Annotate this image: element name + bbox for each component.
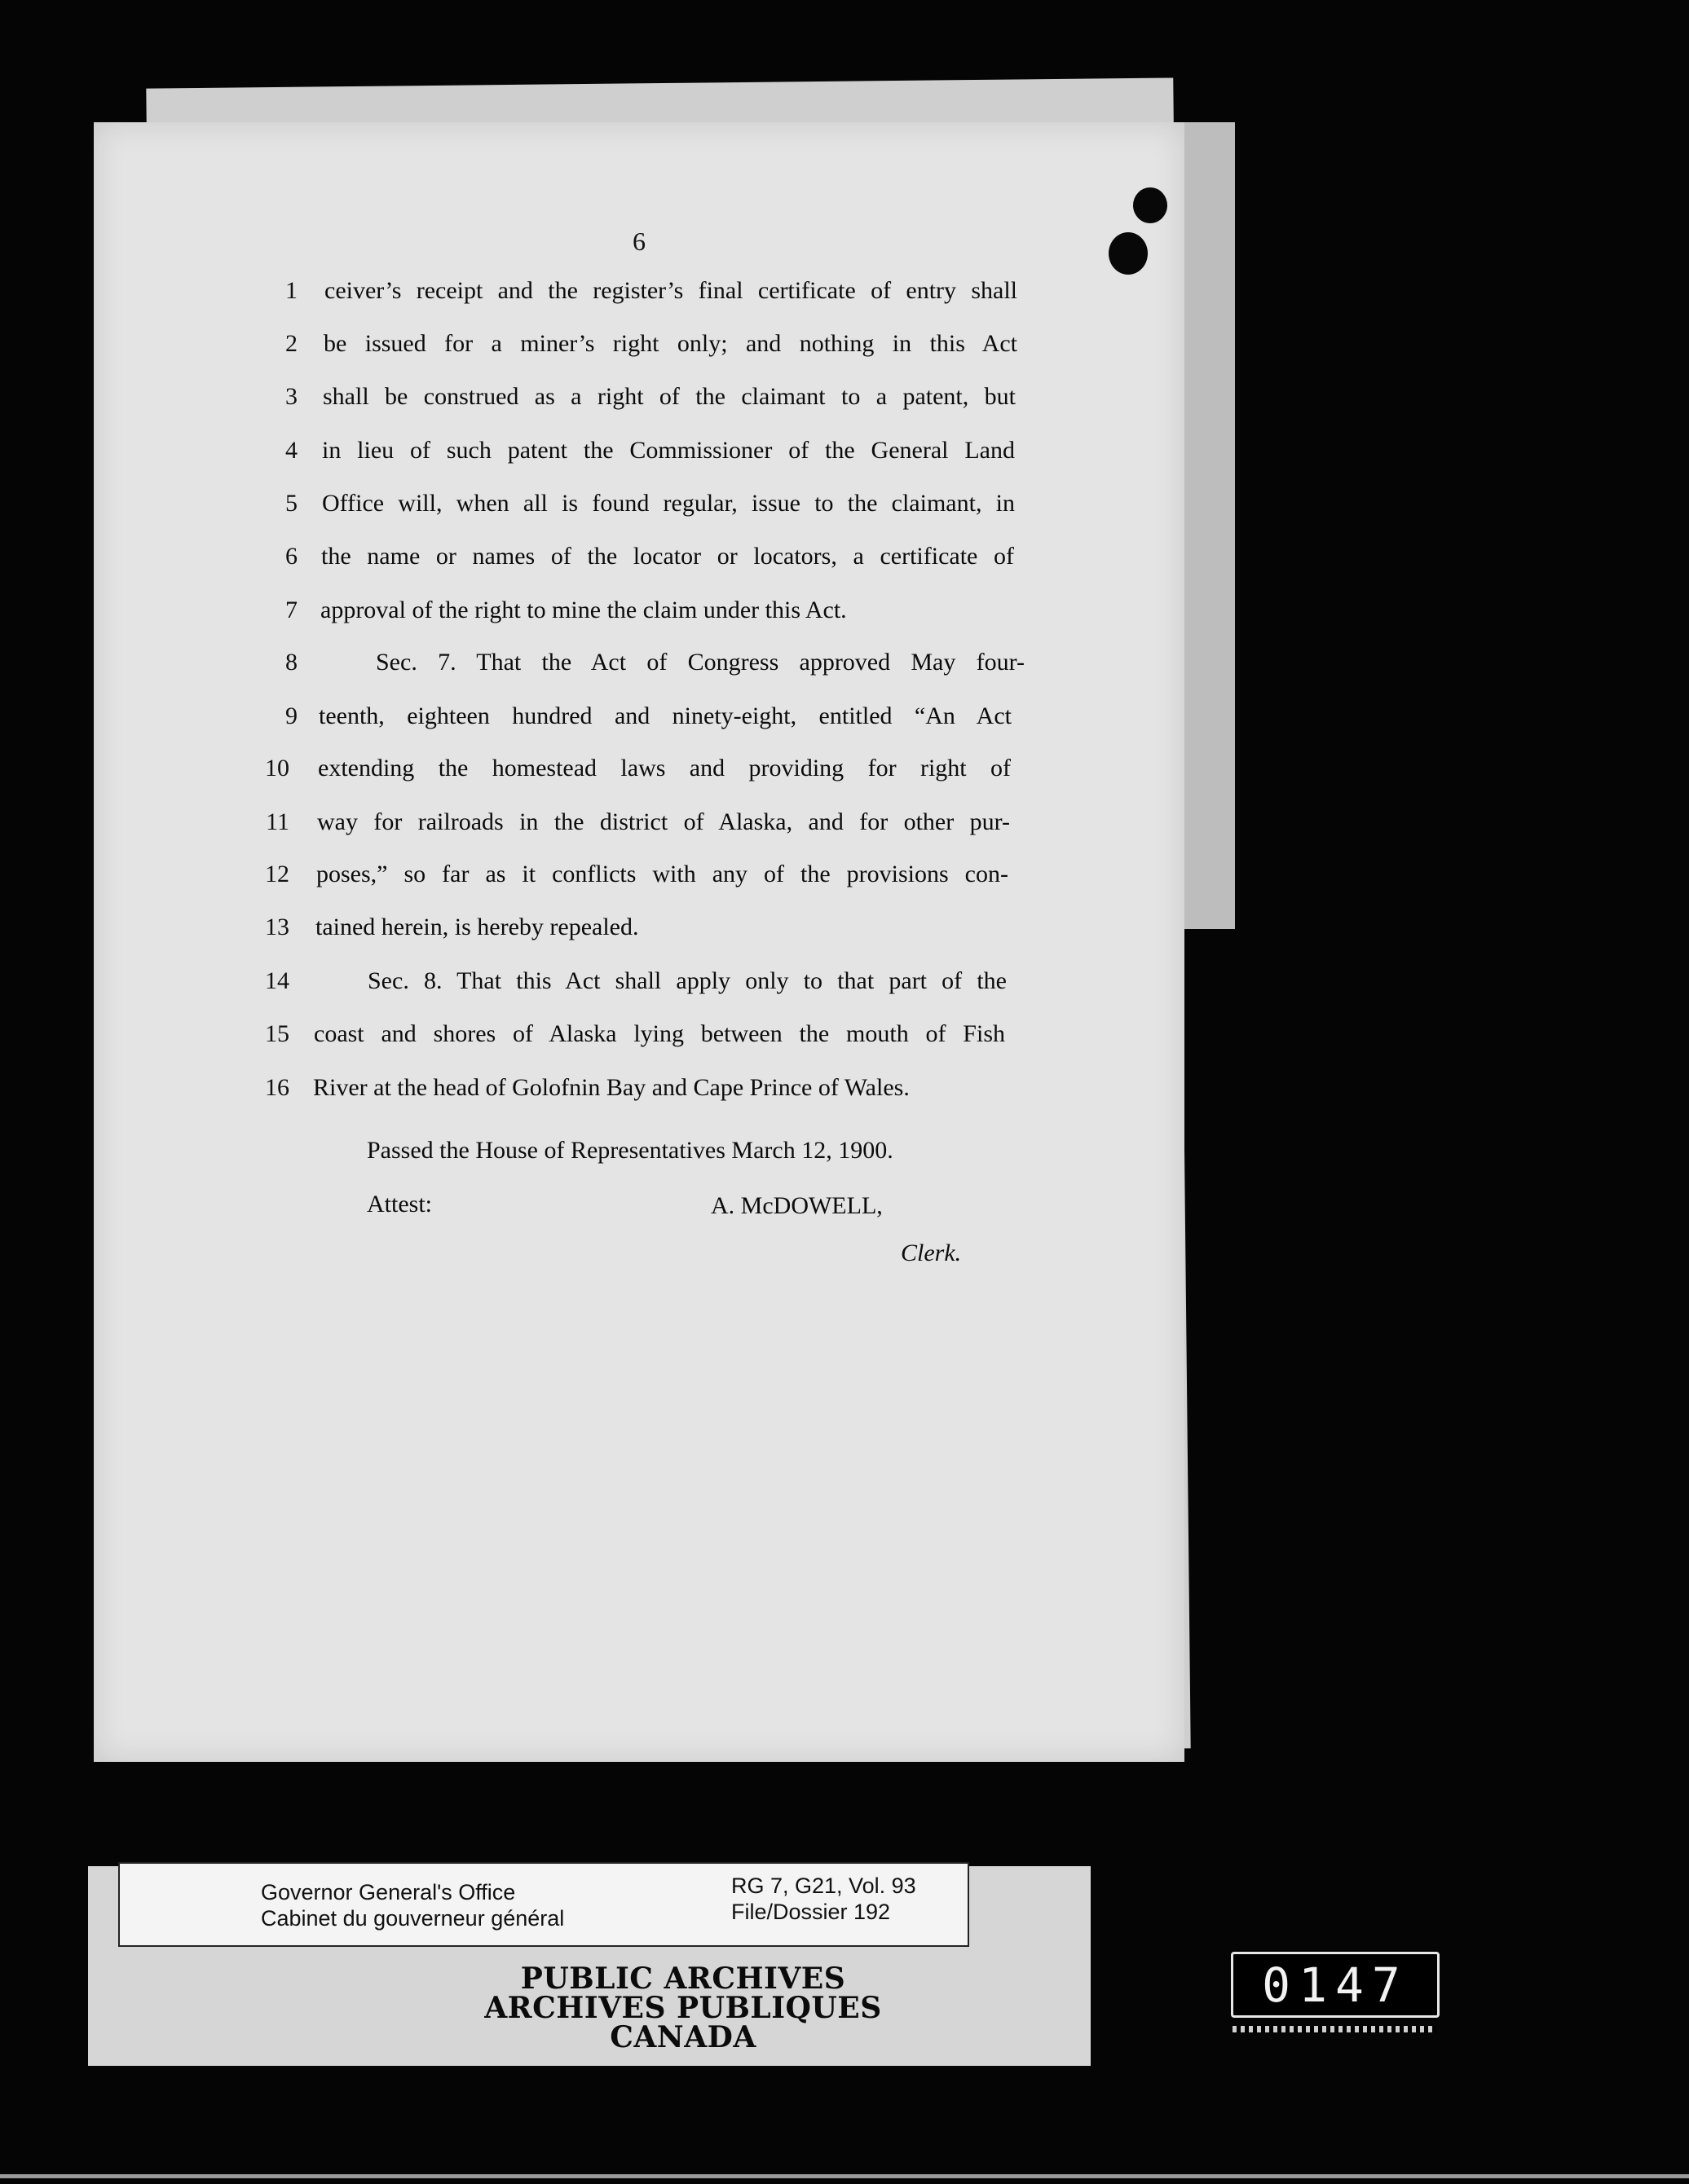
text-line: poses,” so far as it conflicts with any of the provisions con- [316, 861, 1008, 887]
archive-stamp-line-1: PUBLIC ARCHIVES [520, 1962, 846, 1996]
bleed-through-text [257, 1141, 262, 1168]
file-reference: File/Dossier 192 [731, 1900, 891, 1924]
text-line: River at the head of Golofnin Bay and Cape Prince of Wales. [313, 1074, 910, 1101]
frame-number: 0147 [1262, 1957, 1409, 2013]
office-french: Cabinet du gouverneur général [261, 1906, 565, 1931]
line-number: 13 [265, 914, 289, 940]
line-number: 6 [285, 543, 298, 570]
text-line: coast and shores of Alaska lying between the mouth of Fish [314, 1020, 1005, 1047]
line-number: 11 [266, 808, 289, 835]
line-number: 10 [265, 755, 289, 782]
text-line: Sec. 8. That this Act shall apply only to that part of the [368, 967, 1007, 994]
text-line: Sec. 7. That the Act of Congress approved May four- [376, 649, 1025, 676]
line-number: 16 [265, 1074, 289, 1101]
punch-hole [1133, 187, 1167, 223]
passage-statement: Passed the House of Representatives March 12, 1900. [367, 1137, 893, 1164]
page-number: 6 [633, 227, 646, 256]
line-number: 12 [265, 861, 289, 887]
text-line: in lieu of such patent the Commissioner of the General Land [322, 437, 1015, 464]
line-number: 1 [285, 277, 298, 304]
line-number: 4 [285, 437, 298, 464]
text-line: Office will, when all is found regular, issue to the claimant, in [322, 490, 1015, 517]
line-number: 9 [285, 702, 298, 729]
text-line: the name or names of the locator or locators, a certificate of [321, 543, 1014, 570]
text-line: teenth, eighteen hundred and ninety-eight, entitled “An Act [319, 702, 1012, 729]
text-line: ceiver’s receipt and the register’s final certificate of entry shall [324, 277, 1017, 304]
text-line: be issued for a miner’s right only; and nothing in this Act [324, 330, 1017, 357]
line-number: 14 [265, 967, 289, 994]
archive-stamp-line-3: CANADA [610, 2020, 756, 2054]
archive-reference-label [118, 1862, 969, 1947]
text-line: approval of the right to mine the claim under this Act. [320, 597, 847, 623]
line-number: 3 [285, 383, 298, 410]
text-line: extending the homestead laws and providing for right of [318, 755, 1011, 782]
text-line: way for railroads in the district of Alaska, and for other pur- [317, 808, 1010, 835]
film-edge [0, 2174, 1689, 2178]
office-english: Governor General's Office [261, 1880, 516, 1904]
line-number: 8 [285, 649, 298, 676]
frame-number-box [1231, 1952, 1440, 2018]
line-number: 7 [285, 597, 298, 623]
line-number: 5 [285, 490, 298, 517]
text-line: tained herein, is hereby repealed. [315, 914, 639, 940]
record-group-reference: RG 7, G21, Vol. 93 [731, 1874, 916, 1898]
clerk-name: A. McDOWELL, [711, 1192, 883, 1219]
line-number: 15 [265, 1020, 289, 1047]
document-page [94, 122, 1184, 1762]
text-line: shall be construed as a right of the claimant to a patent, but [323, 383, 1016, 410]
attest-label: Attest: [367, 1191, 432, 1217]
archive-stamp-line-2: ARCHIVES PUBLIQUES [484, 1991, 882, 2025]
clerk-title: Clerk. [901, 1240, 962, 1266]
line-number: 2 [285, 330, 298, 357]
film-perforation [1233, 2026, 1436, 2032]
